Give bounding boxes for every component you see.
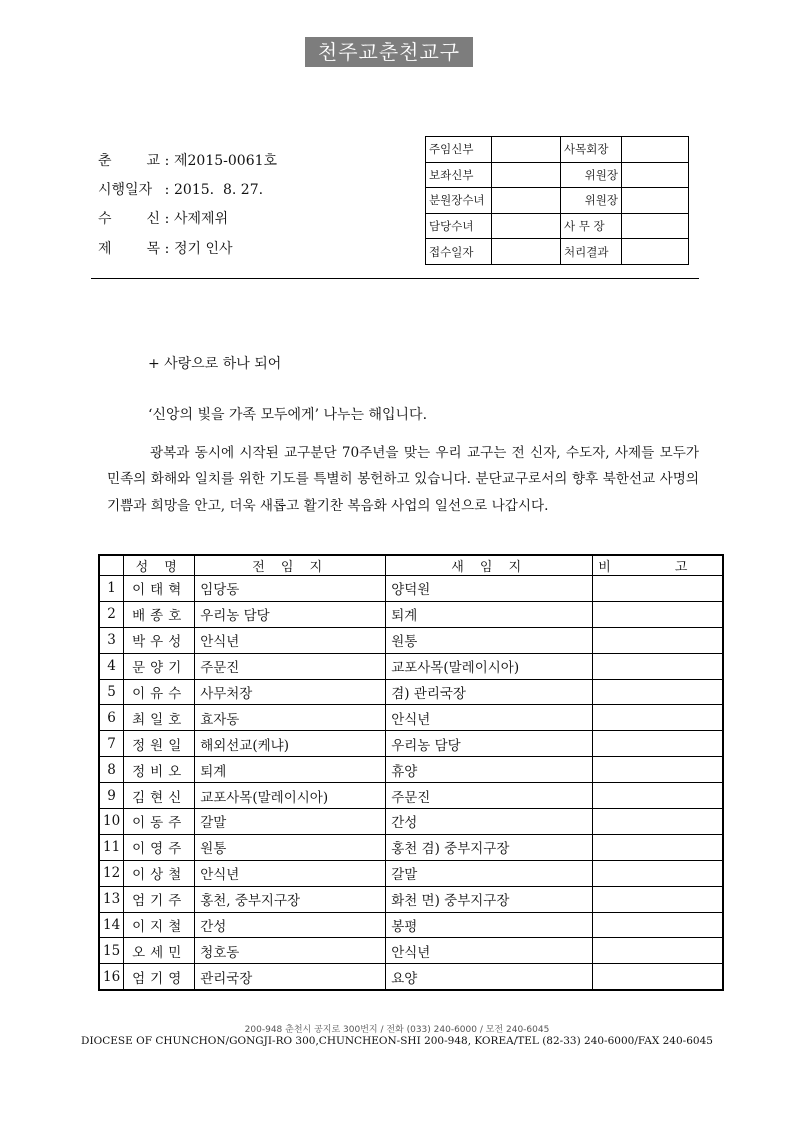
priest-name: 이태혁 <box>124 576 195 602</box>
greeting: + 사랑으로 하나 되어 <box>148 356 282 372</box>
recipient: 사제제위 <box>174 211 229 227</box>
annual-motto: ‘신앙의 빛을 가족 모두에게’ 나누는 해입니다. <box>148 407 428 423</box>
previous-post: 임당동 <box>195 576 386 602</box>
priest-name: 최일호 <box>124 705 195 731</box>
table-row <box>99 938 723 964</box>
approval-cell <box>492 239 561 265</box>
new-post: 원통 <box>386 627 593 653</box>
previous-post: 우리농 담당 <box>195 601 386 627</box>
date-row: 시행일자 : 2015. 8. 27. <box>98 179 263 199</box>
new-post: 홍천 겸) 중부지구장 <box>386 834 593 860</box>
priest-name: 배종호 <box>124 601 195 627</box>
approval-cell: 접수일자 <box>426 239 492 265</box>
previous-post: 효자동 <box>195 705 386 731</box>
header-note: 비 고 <box>593 555 724 576</box>
table-row <box>99 757 723 783</box>
new-post: 안식년 <box>386 705 593 731</box>
previous-post: 홍천, 중부지구장 <box>195 886 386 912</box>
approval-cell: 주임신부 <box>426 137 492 163</box>
doc-number-label: 춘 교 <box>98 153 160 169</box>
priest-name: 오세민 <box>124 938 195 964</box>
priest-name: 엄기영 <box>124 964 195 990</box>
remarks <box>593 809 724 835</box>
priest-name: 정원일 <box>124 731 195 757</box>
approval-row <box>426 239 689 265</box>
table-row <box>99 783 723 809</box>
previous-post: 사무처장 <box>195 679 386 705</box>
row-number: 15 <box>99 938 124 964</box>
previous-post: 갈말 <box>195 809 386 835</box>
approval-cell: 사목회장 <box>561 137 622 163</box>
header-name: 성 명 <box>124 555 195 576</box>
approval-cell <box>622 239 689 265</box>
remarks <box>593 938 724 964</box>
table-row <box>99 653 723 679</box>
new-post: 우리농 담당 <box>386 731 593 757</box>
approval-row <box>426 137 689 163</box>
row-number: 8 <box>99 757 124 783</box>
approval-cell <box>492 162 561 188</box>
row-number: 11 <box>99 834 124 860</box>
row-number: 2 <box>99 601 124 627</box>
approval-cell: 위원장 <box>561 162 622 188</box>
row-number: 13 <box>99 886 124 912</box>
priest-name: 엄기주 <box>124 886 195 912</box>
table-row <box>99 912 723 938</box>
doc-number: 제2015-0061호 <box>174 153 278 169</box>
new-post: 요양 <box>386 964 593 990</box>
remarks <box>593 705 724 731</box>
row-number: 10 <box>99 809 124 835</box>
recipient-row: 수 신 : 사제제위 <box>98 208 228 228</box>
footer-address-english: DIOCESE OF CHUNCHON/GONGJI-RO 300,CHUNCHEON-SHI 200-948, KOREA/TEL (82-33) 240-6000/FAX 240-6045 <box>81 1035 713 1047</box>
remarks <box>593 912 724 938</box>
priest-name: 이지철 <box>124 912 195 938</box>
table-row <box>99 705 723 731</box>
header-prev: 전 임 지 <box>195 555 386 576</box>
remarks <box>593 653 724 679</box>
priest-name: 이영주 <box>124 834 195 860</box>
table-row <box>99 679 723 705</box>
row-number: 9 <box>99 783 124 809</box>
body-paragraph: 광복과 동시에 시작된 교구분단 70주년을 맞는 우리 교구는 전 신자, 수도자, 사제들 모두가 민족의 화해와 일치를 위한 기도를 특별히 봉헌하고 있습니다. 분단교구로서의 향후 북한선교 사명의 기쁨과 희망을 안고, 더욱 새롭고 활기찬 복음화 사업의 일선으로 나갑시다. <box>107 445 699 514</box>
table-row <box>99 834 723 860</box>
header-divider <box>91 278 699 279</box>
new-post: 퇴계 <box>386 601 593 627</box>
approval-cell: 처리결과 <box>561 239 622 265</box>
priest-name: 정비오 <box>124 757 195 783</box>
approval-cell <box>622 213 689 239</box>
approval-cell: 위원장 <box>561 188 622 214</box>
subject: 정기 인사 <box>174 241 233 257</box>
row-number: 6 <box>99 705 124 731</box>
table-row <box>99 731 723 757</box>
approval-cell <box>622 188 689 214</box>
remarks <box>593 601 724 627</box>
new-post: 봉평 <box>386 912 593 938</box>
new-post: 교포사목(말레이시아) <box>386 653 593 679</box>
priest-name: 이동주 <box>124 809 195 835</box>
previous-post: 청호동 <box>195 938 386 964</box>
table-row <box>99 627 723 653</box>
personnel-table <box>98 554 724 991</box>
remarks <box>593 757 724 783</box>
remarks <box>593 627 724 653</box>
row-number: 7 <box>99 731 124 757</box>
issue-date: 2015. 8. 27. <box>174 182 264 198</box>
row-number: 4 <box>99 653 124 679</box>
previous-post: 안식년 <box>195 627 386 653</box>
approval-row <box>426 213 689 239</box>
approval-cell: 담당수녀 <box>426 213 492 239</box>
approval-row <box>426 162 689 188</box>
remarks <box>593 834 724 860</box>
doc-number-row: 춘 교 : 제2015-0061호 <box>98 150 277 170</box>
approval-cell: 보좌신부 <box>426 162 492 188</box>
priest-name: 박우성 <box>124 627 195 653</box>
row-number: 16 <box>99 964 124 990</box>
table-row <box>99 576 723 602</box>
new-post: 화천 면) 중부지구장 <box>386 886 593 912</box>
priest-name: 이상철 <box>124 860 195 886</box>
remarks <box>593 964 724 990</box>
header-no <box>99 555 124 576</box>
remarks <box>593 731 724 757</box>
row-number: 14 <box>99 912 124 938</box>
previous-post: 관리국장 <box>195 964 386 990</box>
table-row <box>99 601 723 627</box>
approval-cell <box>622 162 689 188</box>
remarks <box>593 679 724 705</box>
priest-name: 문양기 <box>124 653 195 679</box>
approval-cell <box>622 137 689 163</box>
header-next: 새 임 지 <box>386 555 593 576</box>
approval-cell <box>492 188 561 214</box>
new-post: 휴양 <box>386 757 593 783</box>
table-row <box>99 886 723 912</box>
previous-post: 간성 <box>195 912 386 938</box>
subject-label: 제 목 <box>98 241 160 257</box>
row-number: 3 <box>99 627 124 653</box>
recipient-label: 수 신 <box>98 211 160 227</box>
row-number: 1 <box>99 576 124 602</box>
date-label: 시행일자 <box>98 182 153 198</box>
remarks <box>593 783 724 809</box>
new-post: 겸) 관리국장 <box>386 679 593 705</box>
new-post: 안식년 <box>386 938 593 964</box>
previous-post: 교포사목(말레이시아) <box>195 783 386 809</box>
row-number: 12 <box>99 860 124 886</box>
table-row <box>99 809 723 835</box>
approval-cell: 사 무 장 <box>561 213 622 239</box>
priest-name: 이유수 <box>124 679 195 705</box>
approval-cell: 분원장수녀 <box>426 188 492 214</box>
diocese-logo: 천주교춘천교구 <box>305 37 473 67</box>
new-post: 갈말 <box>386 860 593 886</box>
remarks <box>593 576 724 602</box>
row-number: 5 <box>99 679 124 705</box>
table-row <box>99 964 723 990</box>
table-header-row <box>99 555 723 576</box>
footer-address-korean: 200-948 춘천시 공지로 300번지 / 전화 (033) 240-6000 / 모전 240-6045 <box>244 1025 550 1035</box>
priest-name: 김현신 <box>124 783 195 809</box>
subject-row: 제 목 : 정기 인사 <box>98 238 233 258</box>
previous-post: 원통 <box>195 834 386 860</box>
new-post: 주문진 <box>386 783 593 809</box>
remarks <box>593 860 724 886</box>
approval-box <box>425 136 689 265</box>
approval-row <box>426 188 689 214</box>
new-post: 간성 <box>386 809 593 835</box>
remarks <box>593 886 724 912</box>
approval-cell <box>492 213 561 239</box>
new-post: 양덕원 <box>386 576 593 602</box>
previous-post: 주문진 <box>195 653 386 679</box>
table-row <box>99 860 723 886</box>
approval-cell <box>492 137 561 163</box>
previous-post: 퇴계 <box>195 757 386 783</box>
previous-post: 안식년 <box>195 860 386 886</box>
previous-post: 해외선교(케냐) <box>195 731 386 757</box>
